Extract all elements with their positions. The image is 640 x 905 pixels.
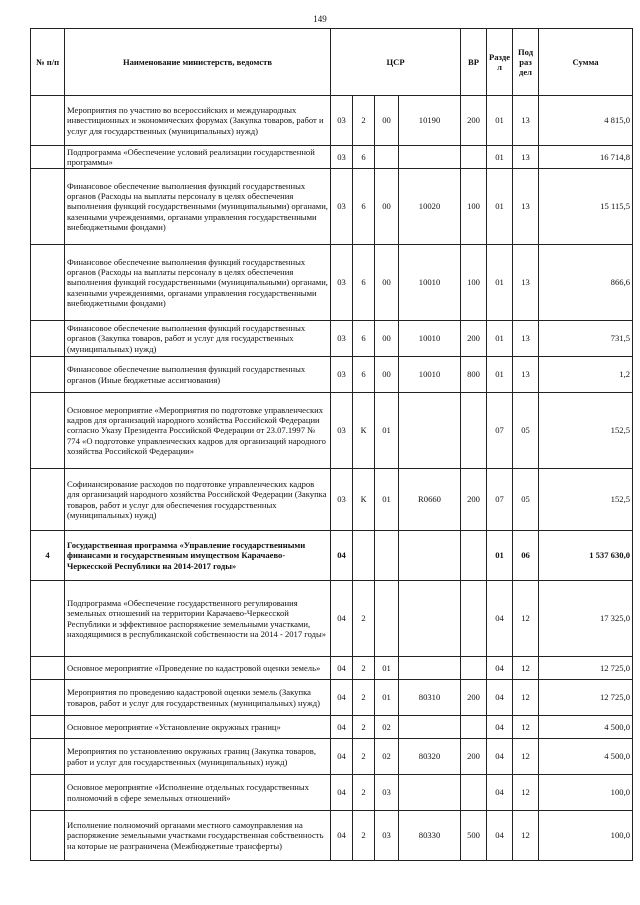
- table-row: [31, 680, 633, 716]
- amount: 1,2: [539, 357, 633, 393]
- section: 01: [487, 169, 513, 245]
- expense-type: 100: [461, 169, 487, 245]
- expense-type: 200: [461, 321, 487, 357]
- csr-event: [375, 531, 399, 581]
- table-row: [31, 657, 633, 680]
- csr-direction: 10020: [399, 169, 461, 245]
- subsection: 13: [513, 245, 539, 321]
- csr-direction: [399, 581, 461, 657]
- subsection: 12: [513, 775, 539, 811]
- row-number: [31, 657, 65, 680]
- header-csr: ЦСР: [331, 29, 461, 96]
- csr-event: 00: [375, 357, 399, 393]
- expense-type: 200: [461, 739, 487, 775]
- csr-event: 00: [375, 169, 399, 245]
- csr-subprogram: 2: [353, 680, 375, 716]
- csr-event: 01: [375, 680, 399, 716]
- row-number: [31, 169, 65, 245]
- subsection: 12: [513, 739, 539, 775]
- row-number: [31, 581, 65, 657]
- table-row: [31, 146, 633, 169]
- csr-subprogram: 6: [353, 245, 375, 321]
- csr-subprogram: 6: [353, 146, 375, 169]
- row-name: Основное мероприятие «Исполнение отдельных государственных полномочий в сфере земельных отношений»: [65, 775, 331, 811]
- expense-type: [461, 716, 487, 739]
- table-row: [31, 245, 633, 321]
- csr-subprogram: 2: [353, 739, 375, 775]
- section: 01: [487, 357, 513, 393]
- table-row: [31, 393, 633, 469]
- csr-program: 03: [331, 321, 353, 357]
- csr-event: 00: [375, 96, 399, 146]
- amount: 152,5: [539, 393, 633, 469]
- table-row: [31, 469, 633, 531]
- expense-type: 800: [461, 357, 487, 393]
- amount: 12 725,0: [539, 657, 633, 680]
- csr-event: 02: [375, 739, 399, 775]
- row-name: Мероприятия по проведению кадастровой оценки земель (Закупка товаров, работ и услуг для государственных (муниципальных) нужд): [65, 680, 331, 716]
- amount: 4 500,0: [539, 739, 633, 775]
- section: 07: [487, 469, 513, 531]
- row-name: Основное мероприятие «Проведение по кадастровой оценки земель»: [65, 657, 331, 680]
- csr-event: [375, 581, 399, 657]
- csr-direction: 10010: [399, 245, 461, 321]
- csr-subprogram: 2: [353, 775, 375, 811]
- amount: 100,0: [539, 811, 633, 861]
- row-name: Основное мероприятие «Мероприятия по подготовке управленческих кадров для организаций народного хозяйства Российской Федерации согласно Указу Президента Российской Федерации от 23.07.1997 № 774 «О подготовке управленческих кадров для организаций народного хозяйства Российской Федерации»: [65, 393, 331, 469]
- csr-direction: [399, 657, 461, 680]
- budget-table: [30, 28, 633, 861]
- csr-subprogram: 2: [353, 811, 375, 861]
- header-num: № п/п: [31, 29, 65, 96]
- row-name: Государственная программа «Управление государственными финансами и государственным имуществом Карачаево-Черкесской Республики на 2014-2017 годы»: [65, 531, 331, 581]
- subsection: 13: [513, 169, 539, 245]
- row-name: Подпрограмма «Обеспечение условий реализации государственной программы»: [65, 146, 331, 169]
- row-number: 4: [31, 531, 65, 581]
- amount: 12 725,0: [539, 680, 633, 716]
- row-name: Основное мероприятие «Установление окружных границ»: [65, 716, 331, 739]
- expense-type: [461, 775, 487, 811]
- header-name: Наименование министерств, ведомств: [65, 29, 331, 96]
- csr-event: 03: [375, 811, 399, 861]
- csr-event: 01: [375, 393, 399, 469]
- amount: 16 714,8: [539, 146, 633, 169]
- table-row: [31, 775, 633, 811]
- row-name: Софинансирование расходов по подготовке управленческих кадров для организаций народного хозяйства Российской Федерации (Закупка товаров, работ и услуг для обеспечения государственных (муниципальных) нужд): [65, 469, 331, 531]
- expense-type: 500: [461, 811, 487, 861]
- table-row: [31, 581, 633, 657]
- csr-subprogram: 6: [353, 321, 375, 357]
- expense-type: [461, 581, 487, 657]
- amount: 4 815,0: [539, 96, 633, 146]
- section: 04: [487, 811, 513, 861]
- csr-event: 01: [375, 657, 399, 680]
- csr-program: 04: [331, 716, 353, 739]
- row-number: [31, 146, 65, 169]
- csr-event: 00: [375, 245, 399, 321]
- csr-program: 03: [331, 245, 353, 321]
- row-number: [31, 357, 65, 393]
- table-row: [31, 357, 633, 393]
- csr-program: 03: [331, 469, 353, 531]
- row-name: Исполнение полномочий органами местного самоуправления на распоряжение земельными участками государственная собственность на которые не разграничена (Межбюджетные трансферты): [65, 811, 331, 861]
- csr-direction: [399, 393, 461, 469]
- csr-event: 03: [375, 775, 399, 811]
- section: 01: [487, 531, 513, 581]
- csr-direction: [399, 531, 461, 581]
- expense-type: [461, 531, 487, 581]
- amount: 100,0: [539, 775, 633, 811]
- expense-type: [461, 393, 487, 469]
- header-razdel: Разде л: [487, 29, 513, 96]
- csr-program: 04: [331, 657, 353, 680]
- csr-subprogram: 6: [353, 169, 375, 245]
- subsection: 05: [513, 469, 539, 531]
- csr-subprogram: 2: [353, 581, 375, 657]
- subsection: 13: [513, 321, 539, 357]
- expense-type: 200: [461, 680, 487, 716]
- csr-direction: 80320: [399, 739, 461, 775]
- amount: 731,5: [539, 321, 633, 357]
- csr-program: 04: [331, 680, 353, 716]
- amount: 1 537 630,0: [539, 531, 633, 581]
- csr-direction: 10010: [399, 321, 461, 357]
- subsection: 12: [513, 811, 539, 861]
- csr-program: 03: [331, 357, 353, 393]
- row-number: [31, 245, 65, 321]
- csr-subprogram: 2: [353, 716, 375, 739]
- amount: 17 325,0: [539, 581, 633, 657]
- csr-direction: 80330: [399, 811, 461, 861]
- amount: 866,6: [539, 245, 633, 321]
- row-name: Финансовое обеспечение выполнения функций государственных органов (Закупка товаров, работ и услуг для государственных (муниципальных) нужд): [65, 321, 331, 357]
- csr-subprogram: К: [353, 393, 375, 469]
- row-number: [31, 469, 65, 531]
- csr-direction: 80310: [399, 680, 461, 716]
- csr-subprogram: К: [353, 469, 375, 531]
- amount: 4 500,0: [539, 716, 633, 739]
- expense-type: [461, 657, 487, 680]
- page-number: 149: [313, 14, 327, 24]
- section: 01: [487, 321, 513, 357]
- section: 04: [487, 716, 513, 739]
- csr-event: 01: [375, 469, 399, 531]
- header-podrazdel: Под раз дел: [513, 29, 539, 96]
- row-number: [31, 321, 65, 357]
- subsection: 13: [513, 146, 539, 169]
- row-number: [31, 716, 65, 739]
- section: 04: [487, 657, 513, 680]
- section: 01: [487, 96, 513, 146]
- subsection: 13: [513, 357, 539, 393]
- csr-direction: [399, 716, 461, 739]
- row-name: Финансовое обеспечение выполнения функций государственных органов (Иные бюджетные ассигнования): [65, 357, 331, 393]
- csr-program: 03: [331, 96, 353, 146]
- subsection: 12: [513, 680, 539, 716]
- csr-program: 03: [331, 393, 353, 469]
- row-number: [31, 739, 65, 775]
- row-name: Мероприятия по участию во всероссийских и международных инвестиционных и экономических форумах (Закупка товаров, работ и услуг для государственных (муниципальных) нужд): [65, 96, 331, 146]
- csr-direction: R0660: [399, 469, 461, 531]
- expense-type: 100: [461, 245, 487, 321]
- expense-type: 200: [461, 469, 487, 531]
- csr-program: 04: [331, 739, 353, 775]
- csr-event: 02: [375, 716, 399, 739]
- subsection: 12: [513, 657, 539, 680]
- section: 07: [487, 393, 513, 469]
- csr-program: 04: [331, 531, 353, 581]
- table-row: [31, 716, 633, 739]
- section: 04: [487, 680, 513, 716]
- csr-direction: 10190: [399, 96, 461, 146]
- csr-subprogram: 2: [353, 96, 375, 146]
- csr-subprogram: 2: [353, 657, 375, 680]
- section: 01: [487, 245, 513, 321]
- row-name: Подпрограмма «Обеспечение государственного регулирования земельных отношений на территории Карачаево-Черкесской Республики и эффективное распоряжение земельными участками, находящимися в республиканской собственности на 2014 - 2017 годы»: [65, 581, 331, 657]
- subsection: 12: [513, 581, 539, 657]
- expense-type: 200: [461, 96, 487, 146]
- csr-direction: 10010: [399, 357, 461, 393]
- csr-program: 03: [331, 169, 353, 245]
- csr-program: 04: [331, 775, 353, 811]
- table-header: [31, 29, 633, 96]
- csr-program: 03: [331, 146, 353, 169]
- table-row: [31, 169, 633, 245]
- row-number: [31, 96, 65, 146]
- amount: 15 115,5: [539, 169, 633, 245]
- header-summa: Сумма: [539, 29, 633, 96]
- csr-subprogram: 6: [353, 357, 375, 393]
- csr-event: [375, 146, 399, 169]
- row-number: [31, 393, 65, 469]
- row-name: Финансовое обеспечение выполнения функций государственных органов (Расходы на выплаты персоналу в целях обеспечения выполнения функций государственными (муниципальными) органами, казенными учреждениями, органами управления государственными внебюджетными фондами): [65, 245, 331, 321]
- table-row: [31, 811, 633, 861]
- amount: 152,5: [539, 469, 633, 531]
- csr-event: 00: [375, 321, 399, 357]
- subsection: 06: [513, 531, 539, 581]
- section: 01: [487, 146, 513, 169]
- row-number: [31, 811, 65, 861]
- csr-direction: [399, 775, 461, 811]
- csr-direction: [399, 146, 461, 169]
- table-row: [31, 739, 633, 775]
- csr-program: 04: [331, 581, 353, 657]
- csr-program: 04: [331, 811, 353, 861]
- subsection: 12: [513, 716, 539, 739]
- row-name: Финансовое обеспечение выполнения функций государственных органов (Расходы на выплаты персоналу в целях обеспечения выполнения функций государственными (муниципальными) органами, казенными учреждениями, органами управления государственными внебюджетными фондами): [65, 169, 331, 245]
- section: 04: [487, 775, 513, 811]
- section: 04: [487, 581, 513, 657]
- subsection: 05: [513, 393, 539, 469]
- header-vr: ВР: [461, 29, 487, 96]
- csr-subprogram: [353, 531, 375, 581]
- table-row: [31, 96, 633, 146]
- row-number: [31, 680, 65, 716]
- table-row: [31, 321, 633, 357]
- row-name: Мероприятия по установлению окружных границ (Закупка товаров, работ и услуг для государственных (муниципальных) нужд): [65, 739, 331, 775]
- subsection: 13: [513, 96, 539, 146]
- section: 04: [487, 739, 513, 775]
- table-row: [31, 531, 633, 581]
- row-number: [31, 775, 65, 811]
- expense-type: [461, 146, 487, 169]
